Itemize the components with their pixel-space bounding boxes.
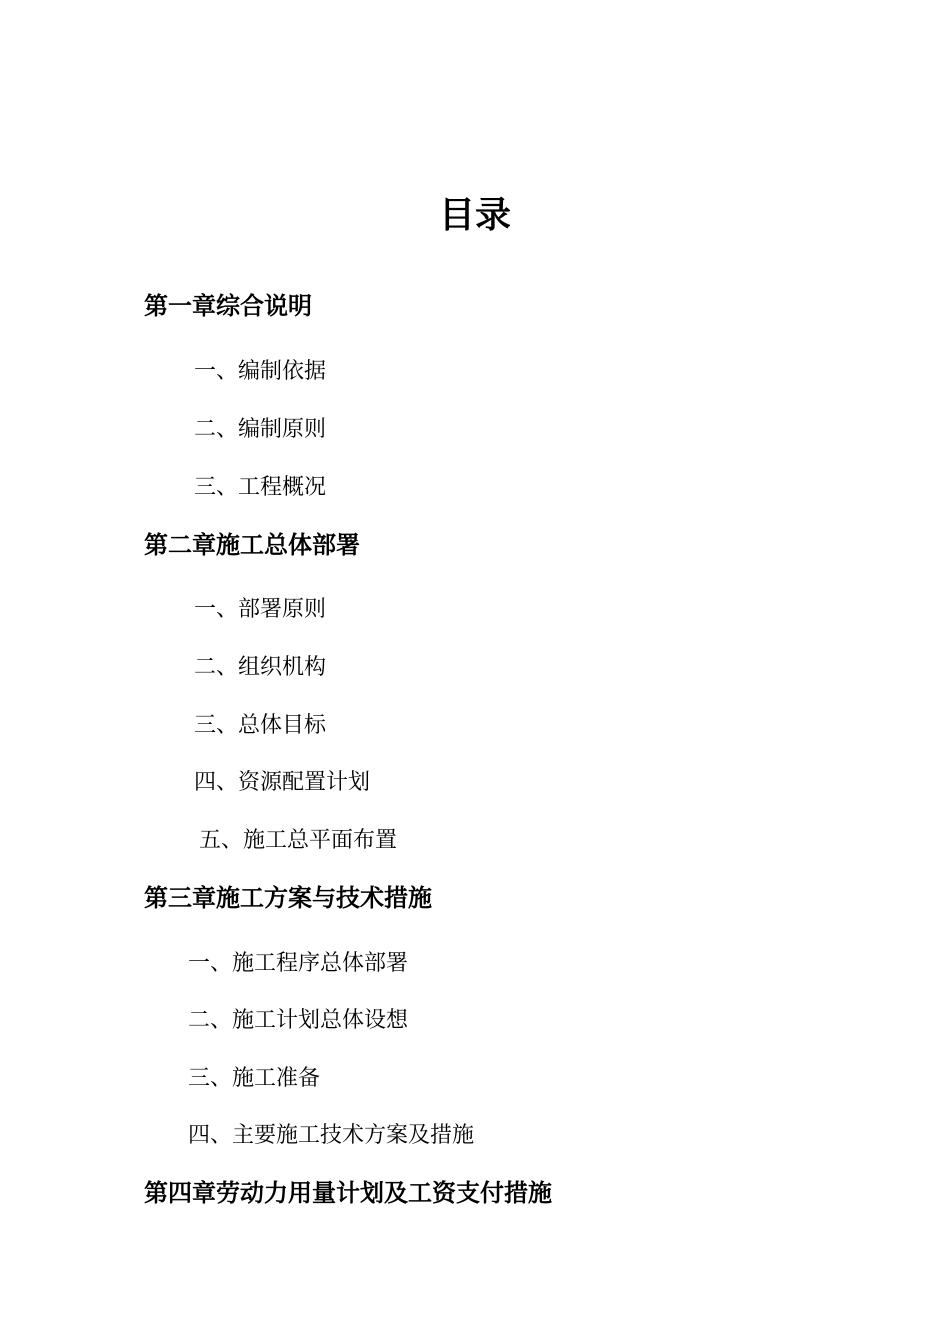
toc-section-1-2: 二、编制原则 [194, 417, 327, 442]
toc-section-2-4: 四、资源配置计划 [194, 770, 371, 795]
toc-section-3-1: 一、施工程序总体部署 [188, 951, 409, 976]
page-title: 目录 [438, 195, 511, 236]
toc-chapter-4: 第四章劳动力用量计划及工资支付措施 [144, 1179, 552, 1207]
toc-section-3-3: 三、施工准备 [188, 1066, 321, 1091]
toc-section-2-2: 二、组织机构 [194, 655, 327, 680]
toc-section-2-5: 五、施工总平面布置 [199, 828, 398, 853]
toc-section-3-4: 四、主要施工技术方案及措施 [188, 1123, 475, 1148]
toc-chapter-3: 第三章施工方案与技术措施 [144, 884, 432, 912]
toc-section-2-1: 一、部署原则 [194, 597, 327, 622]
toc-chapter-2: 第二章施工总体部署 [144, 531, 360, 559]
toc-section-3-2: 二、施工计划总体设想 [188, 1008, 409, 1033]
toc-chapter-1: 第一章综合说明 [144, 292, 312, 320]
toc-section-1-1: 一、编制依据 [194, 359, 327, 384]
toc-section-1-3: 三、工程概况 [194, 475, 327, 500]
toc-section-2-3: 三、总体目标 [194, 713, 327, 738]
